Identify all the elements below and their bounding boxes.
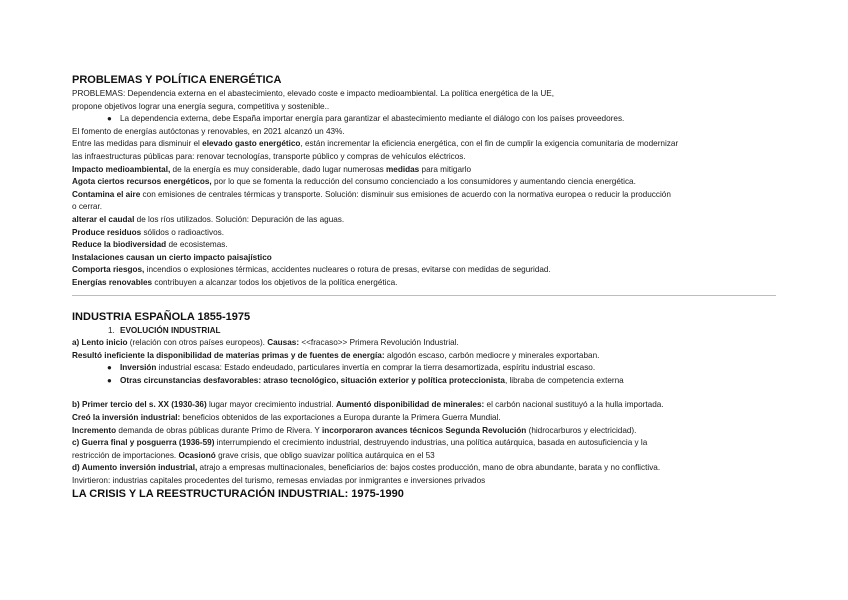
problems-intro: PROBLEMAS: Dependencia externa en el abastecimiento, elevado coste e impacto medioambiental. La política energética de la UE, propone objetivos lograr una energía segura, competitiva y sostenible.. [72,89,554,111]
para-lento-inicio: a) Lento inicio (relación con otros países europeos). Causas: <<fracaso>> Primera Revolución Industrial. [72,338,459,348]
section-title-industry: INDUSTRIA ESPAÑOLA 1855-1975 [72,310,251,323]
spacer [72,387,778,399]
bullet-dependence: ● La dependencia externa, debe España importar energía para garantizar el abastecimiento mediante el diálogo con los países proveedores. [72,113,778,126]
para-contamina: Contamina el aire con emisiones de centrales térmicas y transporte. Solución: disminuir sus emisiones de acuerdo con la normativa europea o reducir la producción o cerrar. [72,189,671,212]
para-resulto: Resultó ineficiente la disponibilidad de materias primas y de fuentes de energía: algodón escaso, carbón mediocre y minerales exportaban. [72,350,600,360]
para-agota: Agota ciertos recursos energéticos, por lo que se fomenta la reducción del consumo concienciado a los consumidores y aumentando ciencia energética. [72,177,636,187]
para-renovables: Energías renovables contribuyen a alcanzar todos los objetivos de la política energética. [72,277,398,287]
para-medidas: Entre las medidas para disminuir el elevado gasto energético, están incrementar la eficiencia energética, con el fin de cumplir la exigencia comunitaria de modernizar las infraestructuras públicas para: renovar tecnologías, transporte público y compras de vehículos eléctricos. [72,139,679,161]
para-aumento-inversion: d) Aumento inversión industrial, atrajo a empresas multinacionales, beneficiarios de: bajos costes producción, mano de obra abundante, barata y no conflictiva. [72,463,661,473]
para-incremento: Incremento demanda de obras públicas durante Primo de Rivera. Y incorporaron avances técnicos Segunda Revolución (hidrocarburos y electricidad). [72,425,637,435]
para-riesgos: Comporta riesgos, incendios o explosiones térmicas, accidentes nucleares o rotura de presas, evitarse con medidas de seguridad. [72,265,551,275]
horizontal-divider [72,295,776,296]
para-fomento: El fomento de energías autóctonas y renovables, en 2021 alcanzó un 43%. [72,126,345,136]
numbered-heading-evolution: 1. EVOLUCIÓN INDUSTRIAL [108,325,221,335]
para-paisajistico: Instalaciones causan un cierto impacto paisajístico [72,252,272,262]
bullet-inversion: ● Inversión industrial escasa: Estado endeudado, particulares invertía en comprar la tierra desamortizada, espíritu industrial escaso. [72,362,778,375]
bullet-dot-icon: ● [107,375,112,385]
section-title-crisis: LA CRISIS Y LA REESTRUCTURACIÓN INDUSTRIAL: 1975-1990 [72,487,404,500]
para-creo-inversion: Creó la inversión industrial: beneficios obtenidos de las exportaciones a Europa durante la Primera Guerra Mundial. [72,413,501,423]
bullet-dot-icon: ● [107,114,112,124]
para-invirtieron: Invirtieron: industrias capitales procedentes del turismo, remesas enviadas por inmigrantes e inversiones privados [72,476,486,486]
para-guerra: c) Guerra final y posguerra (1936-59) interrumpiendo el crecimiento industrial, destruyendo industrias, una política autárquica, basada en autosuficiencia y la restricción de importaciones. Ocasionó grave crisis, que obligo suavizar política autárquica en el 53 [72,438,648,460]
para-residuos: Produce residuos sólidos o radioactivos. [72,227,224,237]
bullet-otras: ● Otras circunstancias desfavorables: atraso tecnológico, situación exterior y política proteccionista, libraba de competencia externa [72,375,778,388]
document-content [72,74,778,501]
bullet-dot-icon: ● [107,363,112,373]
para-primer-tercio: b) Primer tercio del s. XX (1930-36) lugar mayor crecimiento industrial. Aumentó disponibilidad de minerales: el carbón nacional sustituyó a la hulla importada. [72,400,664,410]
para-caudal: alterar el caudal de los ríos utilizados. Solución: Depuración de las aguas. [72,214,345,224]
section-title-energy: PROBLEMAS Y POLÍTICA ENERGÉTICA [72,74,282,86]
para-biodiversidad: Reduce la biodiversidad de ecosistemas. [72,240,228,250]
para-impacto: Impacto medioambiental, de la energía es muy considerable, dado lugar numerosas medidas para mitigarlo [72,164,472,174]
